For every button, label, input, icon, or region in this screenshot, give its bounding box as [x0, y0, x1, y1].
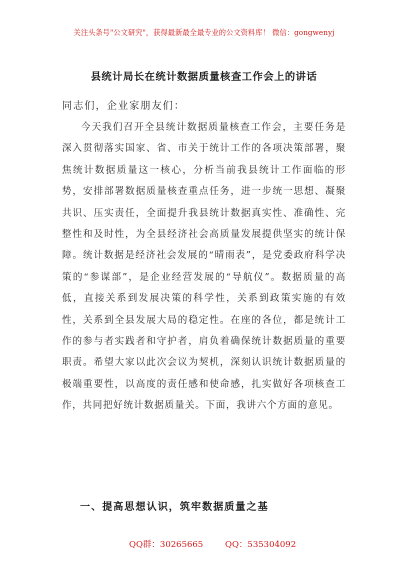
- promo-banner: 关注头条号"公文研究"，获得最新最全最专业的公文资料库！ 微信：gongwenyj: [73, 28, 335, 37]
- section-heading: 一、提高思想认识，筑牢数据质量之基: [80, 502, 269, 513]
- body-paragraph: 今天我们召开全县统计数据质量核查工作会，主要任务是深入贯彻落实国家、省、市关于统计工作的各项决策部署，聚焦统计数据质量这一核心，分析当前我县统计工作面临的形势，安排部署数据质量核查重点任务，进一步统一思想、凝聚共识、压实责任，全面提升我县统计数据真实性、准确性、完整性和及时性，为全县经济社会高质量发展提供坚实的统计保障。统计数据是经济社会发展的“晴雨表”，是党委政府科学决策的“参谋部”，是企业经营发展的“导航仪”。数据质量的高低，直接关系到发展决策的科学性，关系到政策实施的有效性，关系到全县发展大局的稳定性。在座的各位，都是统计工作的参与者实践者和守护者，肩负着确保统计数据质量的重要职责。希望大家以此次会议为契机，深刻认识统计数据质量的极端重要性，以高度的责任感和使命感，扎实做好各项核查工作，共同把好统计数据质量关。下面，我讲六个方面的意见。: [62, 122, 346, 412]
- footer: [0, 538, 408, 552]
- footer-qq-group: QQ群：30265665: [129, 540, 204, 550]
- salutation: 同志们，企业家朋友们：: [62, 101, 186, 112]
- document-title: 县统计局长在统计数据质量核查工作会上的讲话: [90, 71, 318, 83]
- footer-qq-contact: QQ：535304092: [225, 540, 297, 550]
